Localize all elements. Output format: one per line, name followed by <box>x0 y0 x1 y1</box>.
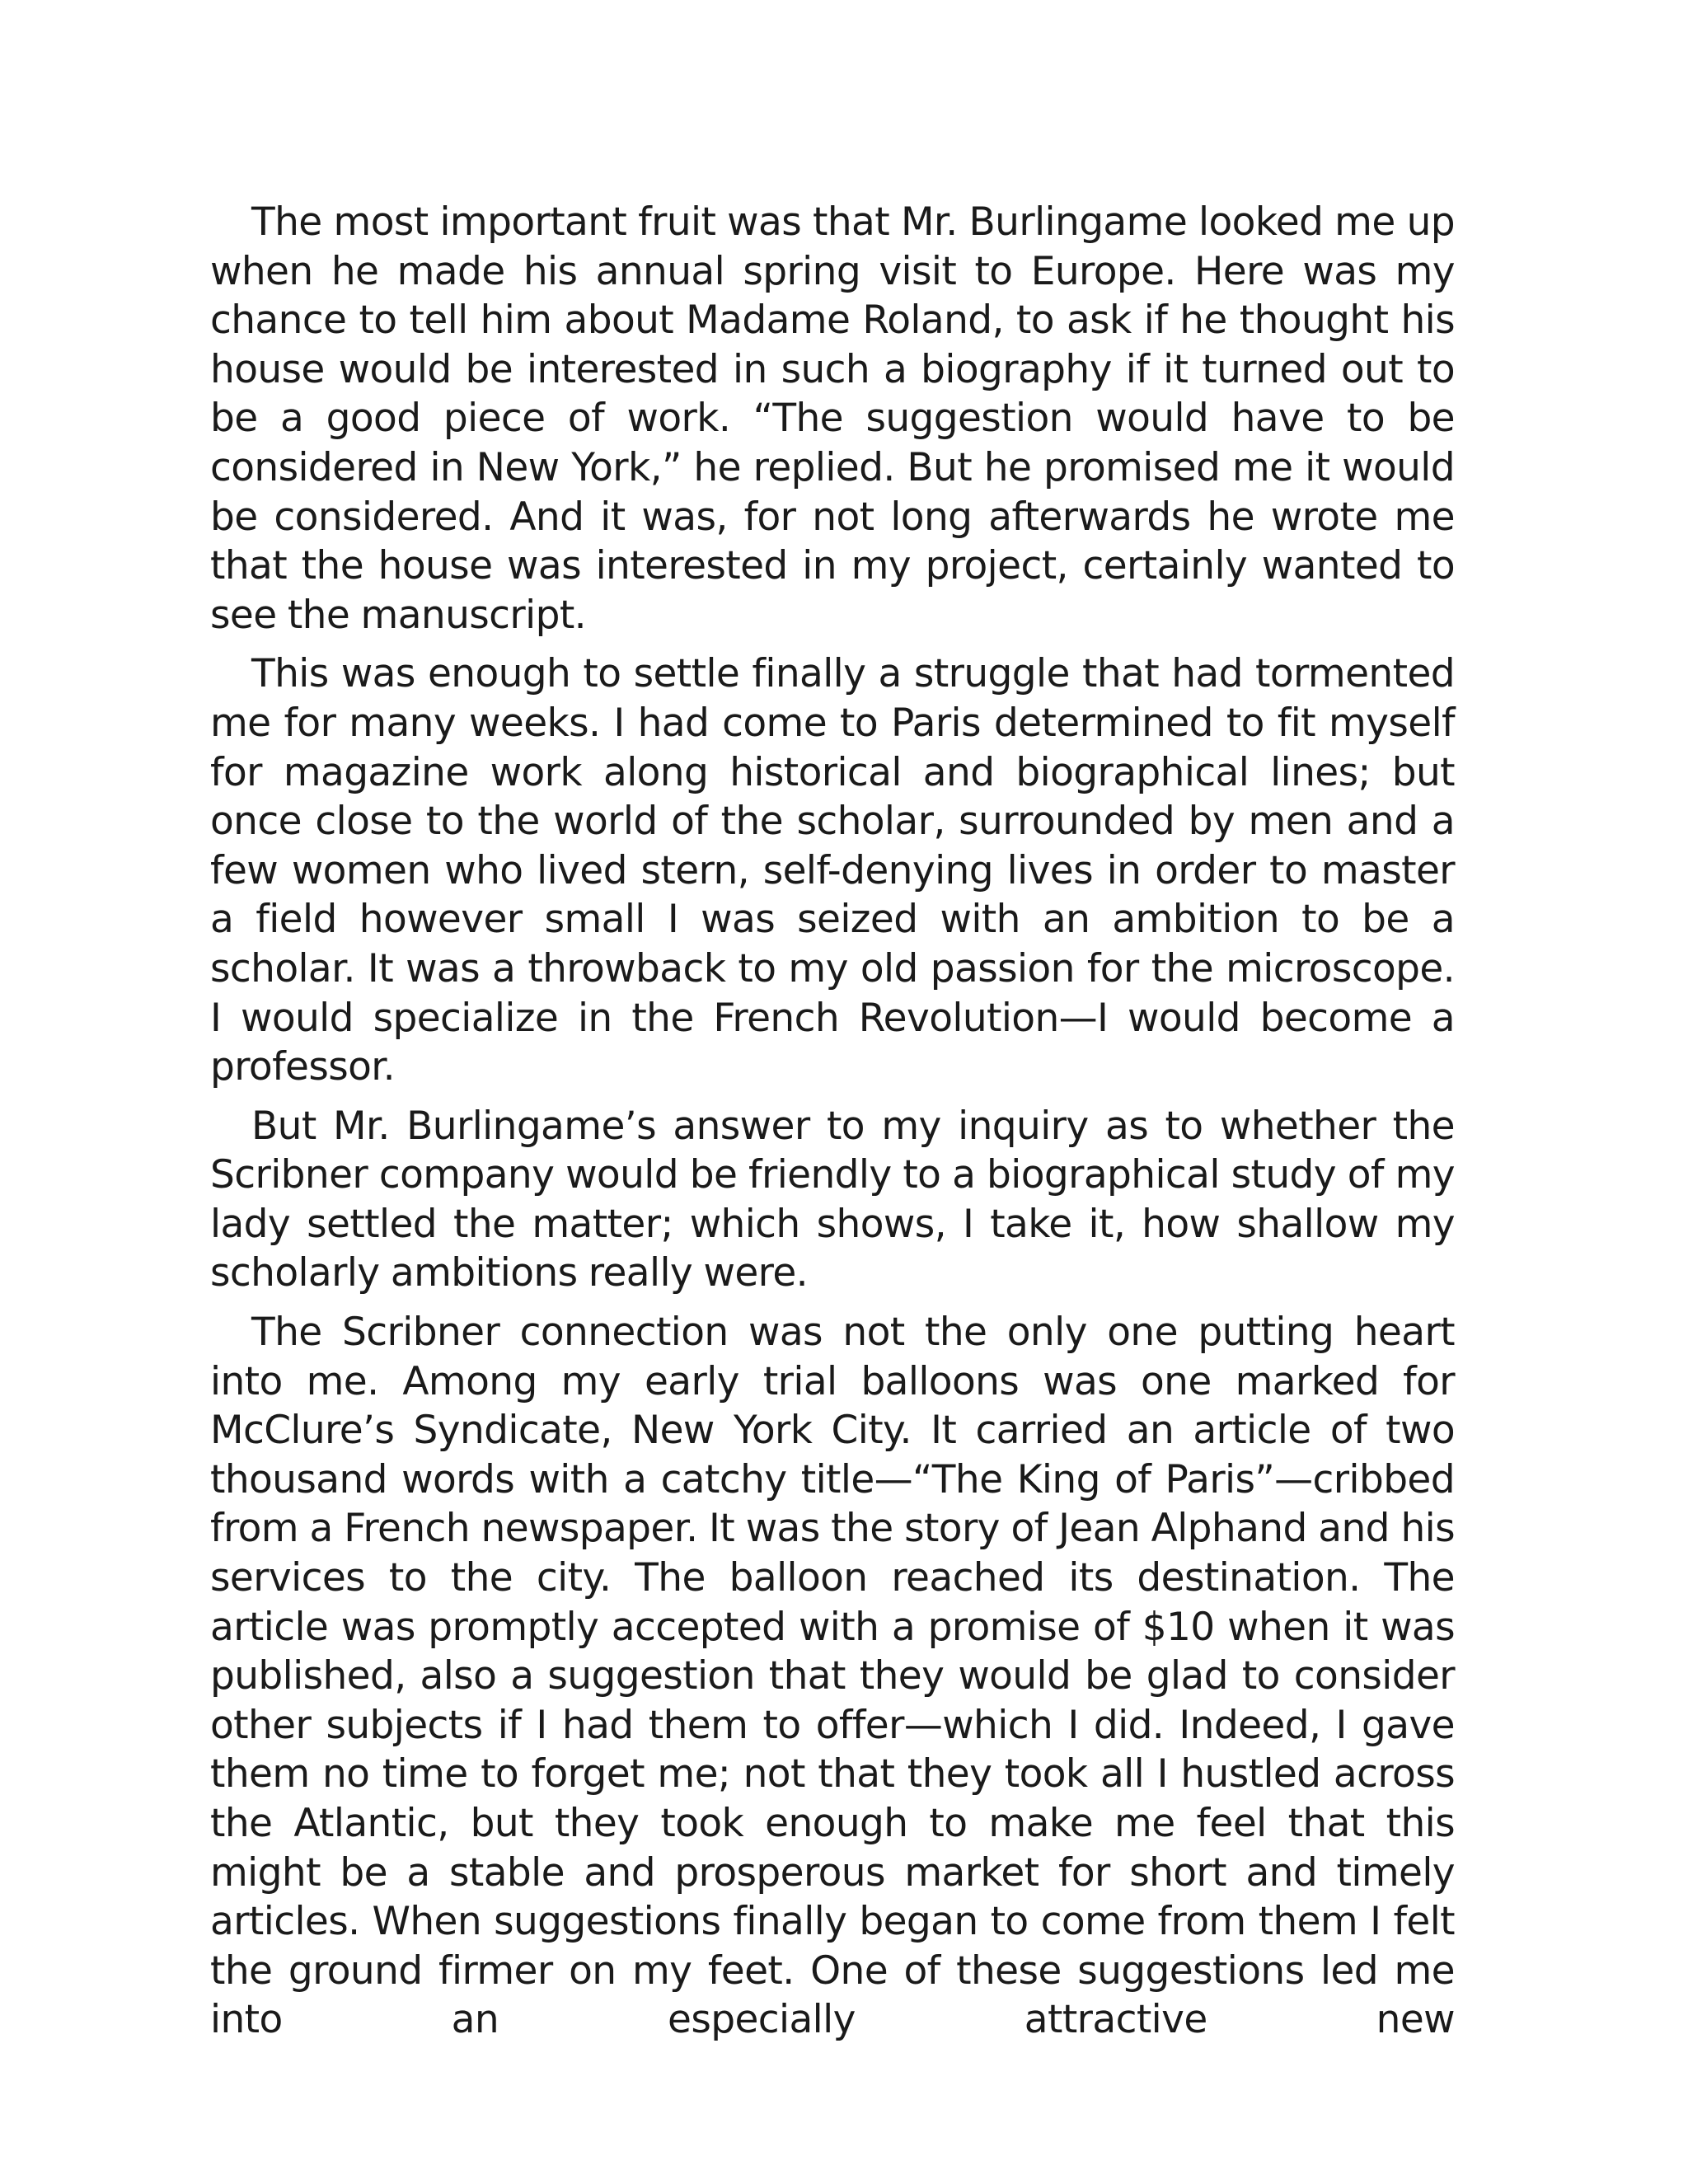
page-body <box>210 198 1455 2055</box>
paragraph-1: The most important fruit was that Mr. Burlingame looked me up when he made his annual spring visit to Europe. Here was my chance to tell him about Madame Roland, to ask if he thought his house would be interested in such a biography if it turned out to be a good piece of work. “The suggestion would have to be considered in New York,” he replied. But he promised me it would be considered. And it was, for not long afterwards he wrote me that the house was interested in my project, certainly wanted to see the manuscript. <box>210 199 1455 638</box>
paragraph-2: This was enough to settle finally a struggle that had tormented me for many weeks. I had come to Paris determined to fit myself for magazine work along historical and biographical lines; but once close to the world of the scholar, surrounded by men and a few women who lived stern, self-denying lives in order to master a field however small I was seized with an ambition to be a scholar. It was a throwback to my old passion for the microscope. I would specialize in the French Revolution—I would become a professor. <box>210 651 1455 1090</box>
paragraph-4: The Scribner connection was not the only one putting heart into me. Among my early trial balloons was one marked for McClure’s Syndicate, New York City. It carried an article of two thousand words with a catchy title—“The King of Paris”—cribbed from a French newspaper. It was the story of Jean Alphand and his services to the city. The balloon reached its destination. The article was promptly accepted with a promise of $10 when it was published, also a suggestion that they would be glad to consider other subjects if I had them to offer—which I did. Indeed, I gave them no time to forget me; not that they took all I hustled across the Atlantic, but they took enough to make me feel that this might be a stable and prosperous market for short and timely articles. When suggestions finally began to come from them I felt the ground firmer on my feet. One of these suggestions led me into an especially attractive new <box>210 1310 1455 2043</box>
paragraph-3: But Mr. Burlingame’s answer to my inquiry as to whether the Scribner company would be friendly to a biographical study of my lady settled the matter; which shows, I take it, how shallow my scholarly ambitions really were. <box>210 1103 1455 1296</box>
